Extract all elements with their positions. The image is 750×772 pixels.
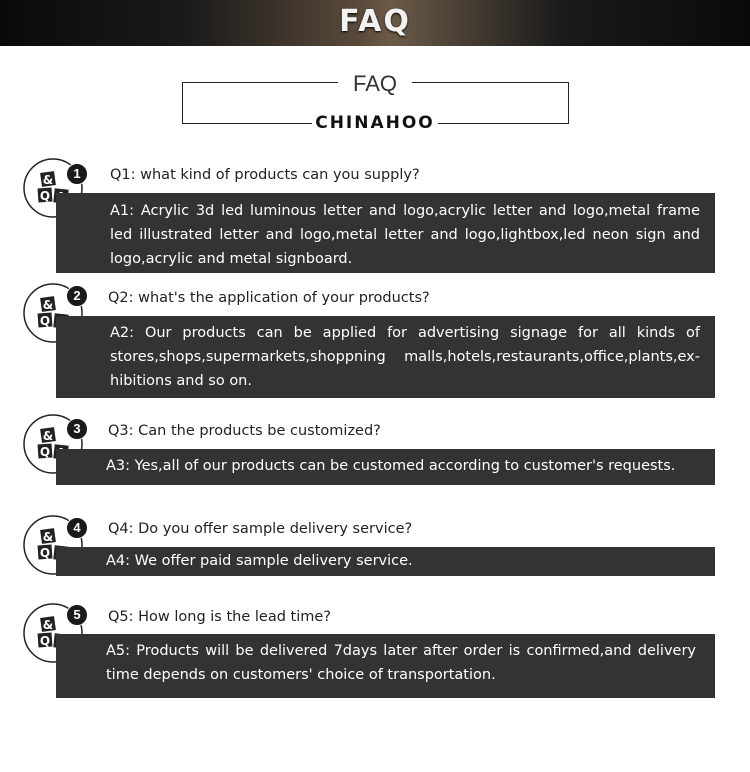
faq-answer-box [56, 193, 715, 273]
banner-title: FAQ [339, 4, 411, 39]
qa-icon-q: Q [39, 634, 51, 648]
qa-icon-amp: & [42, 429, 54, 443]
faq-answer-box [56, 449, 715, 485]
faq-number-badge: 1 [66, 163, 88, 185]
faq-answer-box [56, 634, 715, 698]
qa-icon-q: Q [39, 445, 51, 459]
faq-answer-box [56, 547, 715, 576]
qa-icon-amp: & [42, 173, 54, 187]
qa-icon-q: Q [39, 546, 51, 560]
top-banner [0, 0, 750, 46]
faq-answer: A5: Products will be delivered 7days later after order is confirmed,and delivery time depends on customers' choice of transportation. [106, 643, 696, 683]
faq-question: Q3: Can the products be customized? [108, 423, 381, 439]
faq-number-badge: 2 [66, 285, 88, 307]
brand-name: CHINAHOO [312, 111, 438, 135]
faq-answer: A2: Our products can be applied for advertising signage for all kinds of stores,shops,supermarkets,shoppning malls,hotels,restaurants,office,plants,ex-hibitions and so on. [110, 325, 700, 389]
faq-answer: A4: We offer paid sample delivery service. [106, 553, 413, 569]
faq-answer: A1: Acrylic 3d led luminous letter and logo,acrylic letter and logo,metal frame led illustrated letter and logo,metal letter and logo,lightbox,led neon sign and logo,acrylic and metal signboard. [110, 203, 700, 267]
qa-icon-q: Q [39, 189, 51, 203]
faq-number-badge: 5 [66, 604, 88, 626]
faq-answer: A3: Yes,all of our products can be customed according to customer's requests. [106, 458, 676, 474]
header-title: FAQ [338, 70, 412, 98]
faq-answer-box [56, 316, 715, 398]
faq-question: Q5: How long is the lead time? [108, 609, 331, 625]
faq-question: Q4: Do you offer sample delivery service? [108, 521, 413, 537]
qa-icon-amp: & [42, 618, 54, 632]
faq-question: Q1: what kind of products can you supply? [110, 167, 420, 183]
qa-icon-amp: & [42, 298, 54, 312]
qa-icon-amp: & [42, 530, 54, 544]
qa-icon-q: Q [39, 314, 51, 328]
faq-number-badge: 4 [66, 517, 88, 539]
faq-number-badge: 3 [66, 418, 88, 440]
faq-question: Q2: what's the application of your products? [108, 290, 430, 306]
